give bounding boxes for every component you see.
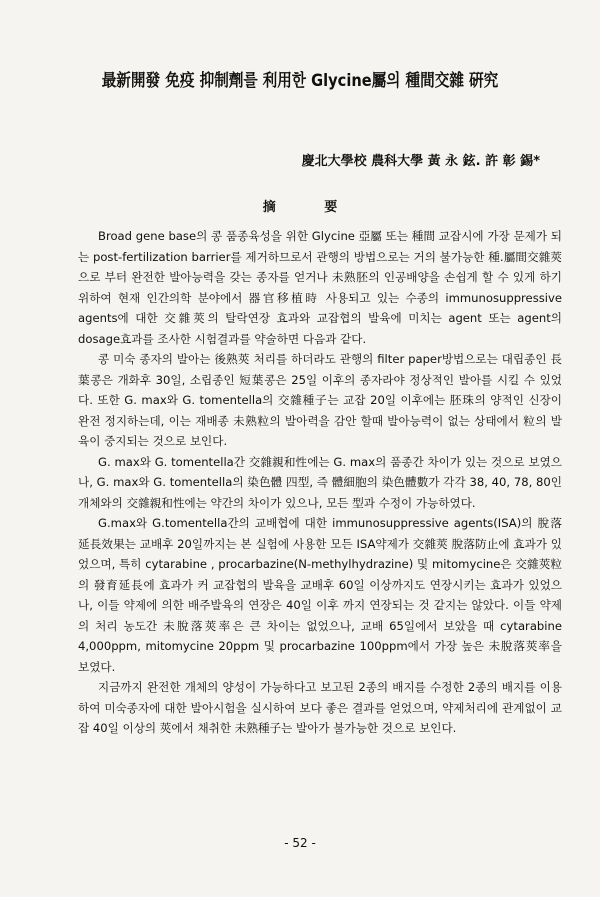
abstract-heading: 摘 要 (262, 200, 360, 215)
abstract-paragraph: G. max와 G. tomentella간 交雜親和性에는 G. max의 품종간 차이가 있는 것으로 보였으나, G. max와 G. tomentella의 染色體 四型, 즉 體細胞의 染色體數가 각각 38, 40, 78, 80인 개체와의 交雜親和性에는 약간의 차이가 있으나, 모든 型과 수정이 가능하였다. (78, 454, 562, 510)
abstract-body (78, 226, 562, 739)
paper-title: 最新開發 免疫 抑制劑를 利用한 Glycine屬의 種間交雜 硏究 (101, 71, 499, 91)
abstract-paragraph: 지금까지 완전한 개체의 양성이 가능하다고 보고된 2종의 배지를 수정한 2종의 배지를 이용하여 미숙종자에 대한 발아시험을 실시하여 보다 좋은 결과를 얻었으며, 약제처리에 관계없이 교잡 40일 이상의 莢에서 채취한 未熟種子는 발아가 불가능한 것으로 보인다. (78, 680, 562, 735)
abstract-paragraph: Broad gene base의 콩 품종육성을 위한 Glycine 亞屬 또는 種間 교잡시에 가장 문제가 되는 post-fertilization barrier를 제거하므로서 관행의 방법으로는 거의 불가능한 種.屬間交雜莢으로 부터 완전한 발아능력을 갖는 종자를 얻거나 未熟胚의 인공배양을 손쉽게 할 수 있게 하기 위하여 현재 인간의학 분야에서 器官移植時 사용되고 있는 수종의 immunosuppressive agents에 대한 交雜莢의 탈락연장 효과와 교잡협의 발육에 미치는 agent 또는 agent의 dosage효과를 조사한 시험결과를 약술하면 다음과 같다. (78, 229, 562, 346)
author-affiliation: 慶北大學校 農科大學 黃 永 鉉. 許 彰 錫* (301, 154, 540, 169)
page-number: - 52 - (284, 836, 316, 850)
abstract-paragraph: 콩 미숙 종자의 발아는 後熟莢 처리를 하더라도 관행의 filter paper방법으로는 대립종인 長葉콩은 개화후 30일, 소립종인 短葉콩은 25일 이후의 종자라야 정상적인 발아를 시킬 수 있었다. 또한 G. max와 G. tomentella의 交雜種子는 교잡 20일 이후에는 胚珠의 양적인 신장이 완전 정지하는데, 이는 재배종 未熟粒의 발아력을 감안 할때 발아능력이 없는 상태에서 粒의 발육이 중지되는 것으로 보인다. (78, 352, 562, 448)
abstract-paragraph: G.max와 G.tomentella간의 교배협에 대한 immunosuppressive agents(ISA)의 脫落延長效果는 교배후 20일까지는 본 실험에 사용한 모든 ISA약제가 交雜莢 脫落防止에 효과가 있었으며, 특히 cytarabine , procarbazine(N-methylhydrazine) 및 mitomycine은 交雜莢粒의 發育延長에 효과가 커 교잡협의 발육을 교배후 60일 이상까지도 연장시키는 효과가 있었으나, 이들 약제에 의한 배주발육의 연장은 40일 이후 까지 연장되는 것 같지는 않았다. 이들 약제의 처리 농도간 未脫落莢率은 큰 차이는 없었으나, 교배 65일에서 보았을 때 cytarabine 4,000ppm, mitomycine 20ppm 및 procarbazine 100ppm에서 가장 높은 未脫落莢率을 보였다. (78, 516, 562, 674)
